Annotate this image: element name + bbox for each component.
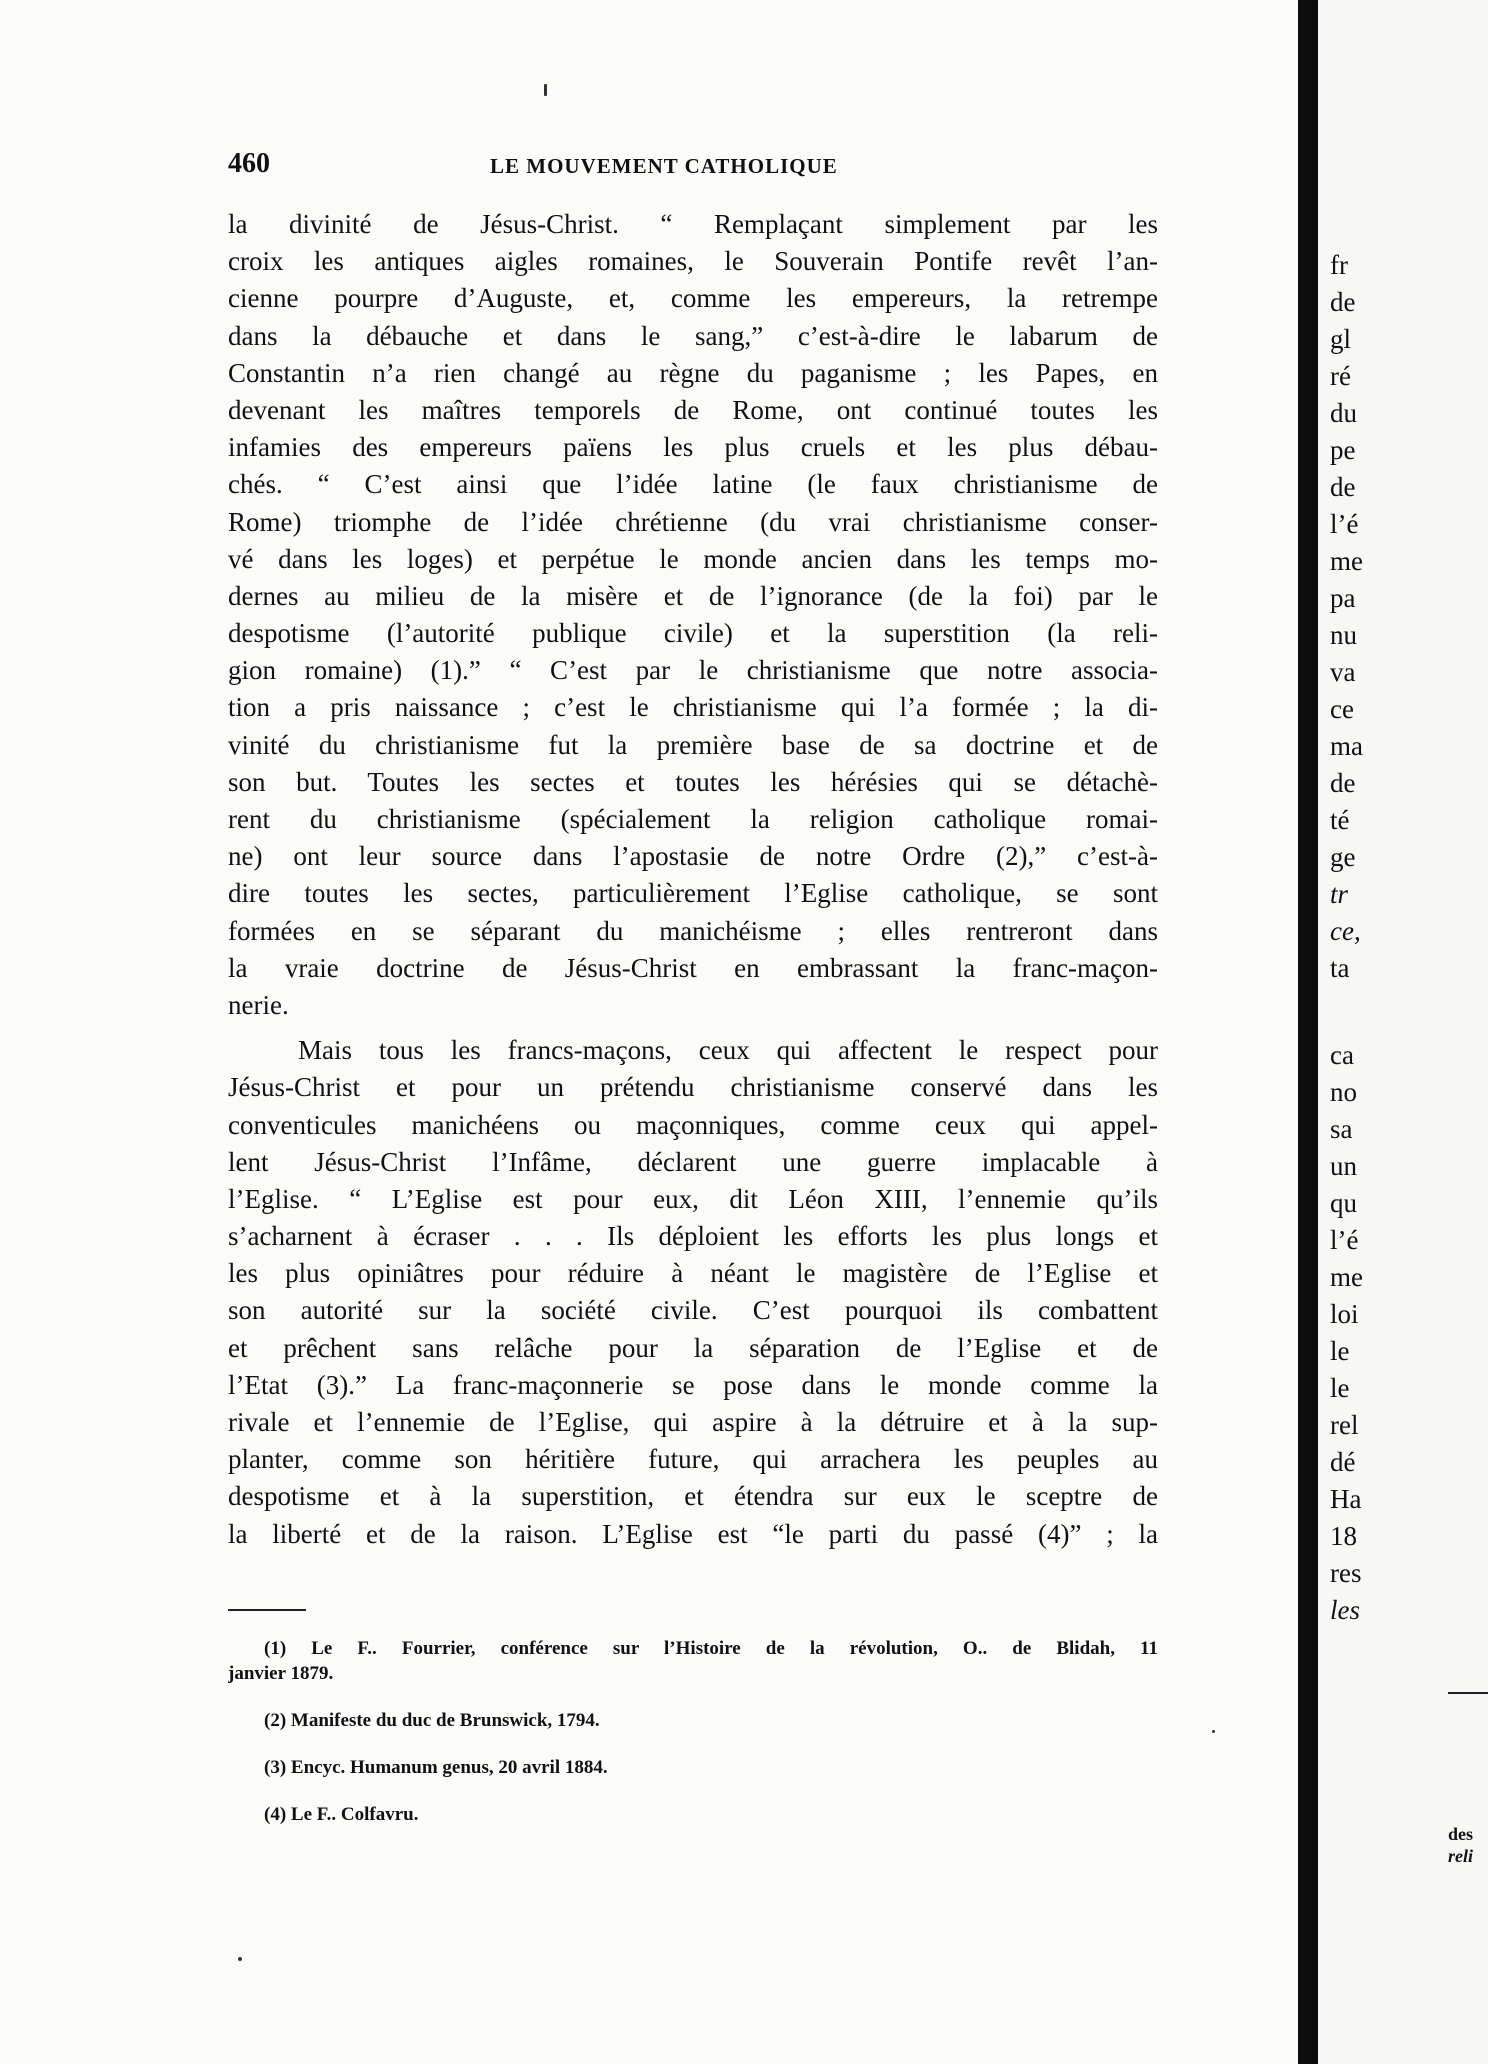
text-line: nerie. — [228, 989, 289, 1020]
right-fragment: du — [1330, 398, 1357, 428]
text-line: conventicules manichéens ou maçonniques, comme ceux qui appel- — [228, 1109, 1158, 1140]
footnote-1: (1) Le F.. Fourrier, conférence sur l’Histoire de la révolution, O.. de Blidah, 11 — [264, 1638, 1158, 1659]
text-line: chés. “ C’est ainsi que l’idée latine (le faux christianisme de — [228, 469, 1158, 500]
right-fragment: ge — [1330, 842, 1356, 872]
text-line: rent du christianisme (spécialement la religion catholique romai- — [228, 804, 1158, 834]
right-fragment: ta — [1330, 953, 1350, 983]
text-line: et prêchent sans relâche pour la séparation de l’Eglise et de — [228, 1332, 1158, 1363]
body-text — [228, 206, 1158, 1553]
book-gutter — [1298, 0, 1318, 2064]
right-fragment: me — [1330, 546, 1363, 576]
right-fragment: 18 — [1330, 1521, 1357, 1551]
text-line: la liberté et de la raison. L’Eglise est “le parti du passé (4)” ; la — [228, 1518, 1158, 1549]
text-line: Mais tous les francs-maçons, ceux qui affectent le respect pour — [298, 1035, 1158, 1066]
right-fragment: un — [1330, 1151, 1357, 1181]
text-line: formées en se séparant du manichéisme ; elles rentreront dans — [228, 915, 1158, 946]
right-fragment: ca — [1330, 1040, 1354, 1070]
right-fragment: ce — [1330, 694, 1354, 724]
right-fragment: de — [1330, 472, 1356, 502]
right-fragment: ré — [1330, 361, 1351, 391]
right-fragment: pa — [1330, 583, 1356, 613]
right-fragment: fr — [1330, 250, 1348, 280]
right-fragment: le — [1330, 1336, 1350, 1366]
text-line: croix les antiques aigles romaines, le Souverain Pontife revêt l’an- — [228, 246, 1158, 277]
footnote-3: (3) Encyc. Humanum genus, 20 avril 1884. — [264, 1757, 608, 1778]
right-fragment: nu — [1330, 620, 1357, 650]
right-fragment: de — [1330, 287, 1356, 317]
text-line: dernes au milieu de la misère et de l’ignorance (de la foi) par le — [228, 580, 1158, 611]
running-head-title: LE MOUVEMENT CATHOLIQUE — [490, 154, 838, 178]
right-fragment: pe — [1330, 435, 1356, 465]
text-line: despotisme (l’autorité publique civile) et la superstition (la reli- — [228, 618, 1158, 649]
text-line: l’Eglise. “ L’Eglise est pour eux, dit Léon XIII, l’ennemie qu’ils — [228, 1183, 1158, 1214]
text-line: l’Etat (3).” La franc-maçonnerie se pose dans le monde comme la — [228, 1369, 1158, 1400]
right-fragment: dé — [1330, 1447, 1356, 1477]
text-line: planter, comme son héritière future, qui arrachera les peuples au — [228, 1444, 1158, 1475]
text-line: les plus opiniâtres pour réduire à néant le magistère de l’Eglise et — [228, 1258, 1158, 1289]
page-number: 460 — [228, 148, 270, 179]
text-line: devenant les maîtres temporels de Rome, ont continué toutes les — [228, 394, 1158, 425]
right-fragment: rel — [1330, 1410, 1359, 1440]
right-fragment: sa — [1330, 1114, 1353, 1144]
scan-speck — [1212, 1730, 1215, 1733]
right-fragment: ce, — [1330, 916, 1361, 946]
right-fragment: l’é — [1330, 1225, 1359, 1255]
text-line: son but. Toutes les sectes et toutes les hérésies qui se détachè- — [228, 766, 1158, 797]
text-line: la vraie doctrine de Jésus-Christ en embrassant la franc-maçon- — [228, 952, 1158, 983]
footnote-2: (2) Manifeste du duc de Brunswick, 1794. — [264, 1710, 600, 1731]
text-line: lent Jésus-Christ l’Infâme, déclarent une guerre implacable à — [228, 1146, 1158, 1177]
footnotes — [228, 1636, 1158, 1827]
right-footnote-fragment: reli — [1448, 1846, 1473, 1866]
right-fragment: les — [1330, 1595, 1360, 1625]
right-fragment: tr — [1330, 879, 1349, 909]
text-line: vé dans les loges) et perpétue le monde ancien dans les temps mo- — [228, 543, 1158, 574]
scan-speck — [544, 84, 547, 96]
scan-speck — [238, 1957, 242, 1961]
text-line: s’acharnent à écraser . . . Ils déploient les efforts les plus longs et — [228, 1221, 1158, 1252]
right-footnote-fragment: des — [1448, 1824, 1474, 1844]
text-line: cienne pourpre d’Auguste, et, comme les empereurs, la retrempe — [228, 283, 1158, 314]
right-fragment: Ha — [1330, 1484, 1362, 1514]
right-fragment: loi — [1330, 1299, 1359, 1329]
text-line: dire toutes les sectes, particulièrement l’Eglise catholique, se sont — [228, 878, 1158, 909]
right-fragment: l’é — [1330, 509, 1359, 539]
right-fragment: me — [1330, 1262, 1363, 1292]
right-fragment: va — [1330, 657, 1356, 687]
text-line: rivale et l’ennemie de l’Eglise, qui aspire à la détruire et à la sup- — [228, 1407, 1158, 1437]
text-line: gion romaine) (1).” “ C’est par le christianisme que notre associa- — [228, 655, 1158, 686]
running-head — [228, 148, 1158, 184]
right-fragment: de — [1330, 768, 1356, 798]
text-line: vinité du christianisme fut la première base de sa doctrine et de — [228, 729, 1158, 760]
text-line: despotisme et à la superstition, et étendra sur eux le sceptre de — [228, 1481, 1158, 1512]
footnote-4: (4) Le F.. Colfavru. — [264, 1804, 419, 1825]
right-fragment: no — [1330, 1077, 1357, 1107]
right-fragment: ma — [1330, 731, 1363, 761]
right-fragment: gl — [1330, 324, 1352, 354]
right-fragment: qu — [1330, 1188, 1357, 1218]
text-line: son autorité sur la société civile. C’est pourquoi ils combattent — [228, 1295, 1158, 1326]
text-line: la divinité de Jésus-Christ. “ Remplaçant simplement par les — [228, 209, 1158, 239]
text-line: Jésus-Christ et pour un prétendu christianisme conservé dans les — [228, 1072, 1158, 1103]
right-fragment: le — [1330, 1373, 1350, 1403]
right-fragment: té — [1330, 805, 1350, 835]
footnote-divider — [228, 1609, 306, 1611]
text-line: Constantin n’a rien changé au règne du paganisme ; les Papes, en — [228, 357, 1158, 388]
text-line: infamies des empereurs païens les plus cruels et les plus débau- — [228, 432, 1158, 463]
text-line: Rome) triomphe de l’idée chrétienne (du vrai christianisme conser- — [228, 506, 1158, 537]
footnote-1-continued: janvier 1879. — [228, 1663, 334, 1684]
text-line: tion a pris naissance ; c’est le christianisme qui l’a formée ; la di- — [228, 692, 1158, 723]
right-fragment: res — [1330, 1558, 1362, 1588]
text-line: ne) ont leur source dans l’apostasie de notre Ordre (2),” c’est-à- — [228, 841, 1158, 872]
right-footnote-divider — [1448, 1692, 1488, 1694]
text-line: dans la débauche et dans le sang,” c’est-à-dire le labarum de — [228, 320, 1158, 351]
